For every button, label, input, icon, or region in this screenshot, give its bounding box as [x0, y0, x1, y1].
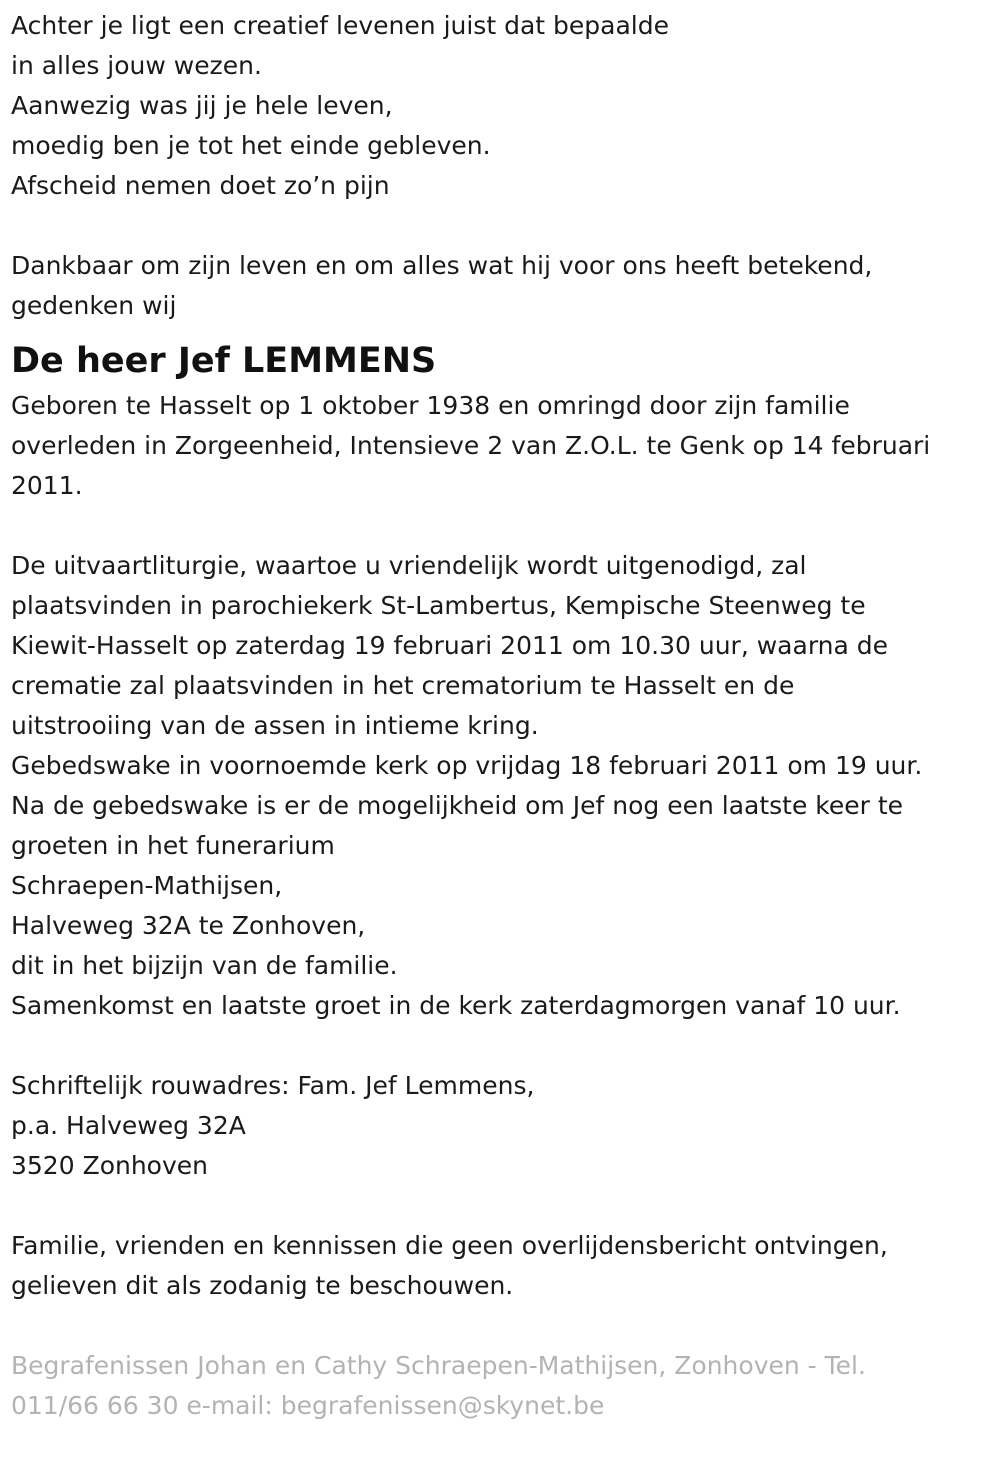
birth-death-section	[11, 386, 990, 506]
notice-line: gelieven dit als zodanig te beschouwen.	[11, 1271, 514, 1300]
funeral-line: De uitvaartliturgie, waartoe u vriendelijk wordt uitgenodigd, zal	[11, 551, 807, 580]
footer-line: 011/66 66 30 e-mail: begrafenissen@skynet.be	[11, 1391, 605, 1420]
spacer	[11, 1026, 990, 1066]
spacer	[11, 1186, 990, 1226]
funeral-section	[11, 546, 990, 1026]
spacer	[11, 1306, 990, 1346]
funeral-line: Schraepen-Mathijsen,	[11, 871, 283, 900]
birth-death-line: Geboren te Hasselt op 1 oktober 1938 en omringd door zijn familie	[11, 391, 850, 420]
funeral-line: groeten in het funerarium	[11, 831, 335, 860]
poem-line: moedig ben je tot het einde gebleven.	[11, 131, 491, 160]
funeral-line: Halveweg 32A te Zonhoven,	[11, 911, 366, 940]
funeral-line: dit in het bijzijn van de familie.	[11, 951, 398, 980]
birth-death-line: overleden in Zorgeenheid, Intensieve 2 van Z.O.L. te Genk op 14 februari	[11, 431, 931, 460]
funeral-line: Samenkomst en laatste groet in de kerk zaterdagmorgen vanaf 10 uur.	[11, 991, 901, 1020]
notice-line: Familie, vrienden en kennissen die geen overlijdensbericht ontvingen,	[11, 1231, 888, 1260]
poem-line: Aanwezig was jij je hele leven,	[11, 91, 393, 120]
address-section	[11, 1066, 990, 1186]
deceased-name: De heer Jef LEMMENS	[11, 341, 437, 381]
address-line: p.a. Halveweg 32A	[11, 1111, 246, 1140]
footer-line: Begrafenissen Johan en Cathy Schraepen-Mathijsen, Zonhoven - Tel.	[11, 1351, 866, 1380]
funeral-home-footer	[11, 1346, 990, 1426]
funeral-line: Na de gebedswake is er de mogelijkheid om Jef nog een laatste keer te	[11, 791, 904, 820]
funeral-line: uitstrooiing van de assen in intieme kring.	[11, 711, 539, 740]
intro-line: Dankbaar om zijn leven en om alles wat hij voor ons heeft betekend,	[11, 251, 873, 280]
spacer	[11, 506, 990, 546]
address-line: Schriftelijk rouwadres: Fam. Jef Lemmens,	[11, 1071, 535, 1100]
address-line: 3520 Zonhoven	[11, 1151, 208, 1180]
poem-line: in alles jouw wezen.	[11, 51, 262, 80]
poem-line: Afscheid nemen doet zo’n pijn	[11, 171, 390, 200]
notice-section	[11, 1226, 990, 1306]
birth-death-line: 2011.	[11, 471, 83, 500]
funeral-line: crematie zal plaatsvinden in het crematorium te Hasselt en de	[11, 671, 795, 700]
poem-section	[11, 6, 990, 206]
funeral-line: plaatsvinden in parochiekerk St-Lambertus, Kempische Steenweg te	[11, 591, 866, 620]
spacer	[11, 206, 990, 246]
funeral-line: Kiewit-Hasselt op zaterdag 19 februari 2011 om 10.30 uur, waarna de	[11, 631, 889, 660]
intro-line: gedenken wij	[11, 291, 177, 320]
intro-section	[11, 246, 990, 326]
poem-line: Achter je ligt een creatief levenen juist dat bepaalde	[11, 11, 669, 40]
funeral-line: Gebedswake in voornoemde kerk op vrijdag 18 februari 2011 om 19 uur.	[11, 751, 923, 780]
